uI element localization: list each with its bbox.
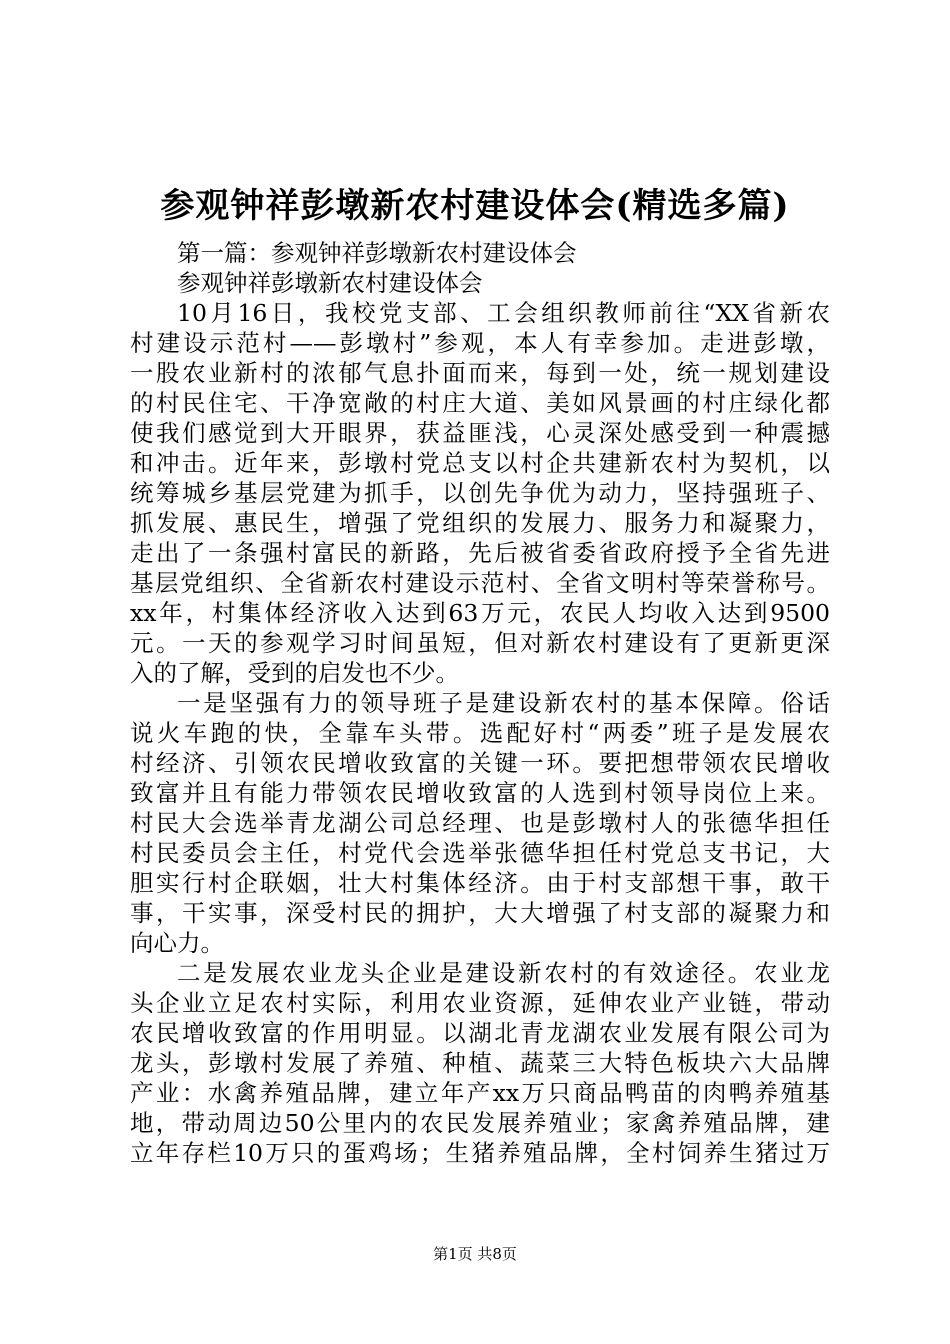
text-line: 抓发展、惠民生，增强了党组织的发展力、服务力和凝聚力，	[130, 509, 830, 537]
text-line: xx年，村集体经济收入达到63万元，农民人均收入达到9500	[130, 599, 830, 627]
text-line: 一股农业新村的浓郁气息扑面而来，每到一处，统一规划建设	[130, 359, 830, 387]
text-line: 和冲击。近年来，彭墩村党总支以村企共建新农村为契机，以	[130, 449, 830, 477]
text-line: 基层党组织、全省新农村建设示范村、全省文明村等荣誉称号。	[130, 569, 830, 597]
text-line: 的村民住宅、干净宽敞的村庄大道、美如风景画的村庄绿化都	[130, 389, 830, 417]
page-footer: 第1页 共8页	[433, 1245, 517, 1263]
text-line: 走出了一条强村富民的新路，先后被省委省政府授予全省先进	[130, 539, 830, 567]
text-line: 头企业立足农村实际，利用农业资源，延伸农业产业链，带动	[130, 989, 830, 1017]
text-line: 10月16日，我校党支部、工会组织教师前往“XX省新农	[177, 299, 830, 327]
text-line: 村民大会选举青龙湖公司总经理、也是彭墩村人的张德华担任	[130, 809, 830, 837]
text-line: 一是坚强有力的领导班子是建设新农村的基本保障。俗话	[177, 689, 830, 717]
text-line: 使我们感觉到大开眼界，获益匪浅，心灵深处感受到一种震撼	[130, 419, 830, 447]
text-line: 二是发展农业龙头企业是建设新农村的有效途径。农业龙	[177, 959, 830, 987]
text-line: 入的了解，受到的启发也不少。	[130, 659, 459, 687]
text-line: 向心力。	[130, 929, 224, 957]
text-line: 立年存栏10万只的蛋鸡场；生猪养殖品牌，全村饲养生猪过万	[130, 1139, 830, 1167]
text-line: 产业：水禽养殖品牌，建立年产xx万只商品鸭苗的肉鸭养殖基	[130, 1079, 830, 1107]
text-line: 致富并且有能力带领农民增收致富的人选到村领导岗位上来。	[130, 779, 830, 807]
text-line: 村经济、引领农民增收致富的关键一环。要把想带领农民增收	[130, 749, 830, 777]
text-line: 说火车跑的快，全靠车头带。选配好村“两委”班子是发展农	[130, 719, 830, 747]
text-line: 第一篇：参观钟祥彭墩新农村建设体会	[177, 239, 577, 267]
text-line: 农民增收致富的作用明显。以湖北青龙湖农业发展有限公司为	[130, 1019, 830, 1047]
document-title: 参观钟祥彭墩新农村建设体会(精选多篇)	[160, 186, 790, 226]
text-line: 地，带动周边50公里内的农民发展养殖业；家禽养殖品牌，建	[130, 1109, 830, 1137]
text-line: 统筹城乡基层党建为抓手，以创先争优为动力，坚持强班子、	[130, 479, 830, 507]
text-line: 龙头，彭墩村发展了养殖、种植、蔬菜三大特色板块六大品牌	[130, 1049, 830, 1077]
text-line: 胆实行村企联姻，壮大村集体经济。由于村支部想干事，敢干	[130, 869, 830, 897]
text-line: 村民委员会主任，村党代会选举张德华担任村党总支书记，大	[130, 839, 830, 867]
document-body	[130, 238, 830, 1168]
text-line: 村建设示范村——彭墩村”参观，本人有幸参加。走进彭墩，	[130, 329, 830, 357]
text-line: 事，干实事，深受村民的拥护，大大增强了村支部的凝聚力和	[130, 899, 830, 927]
text-line: 元。一天的参观学习时间虽短，但对新农村建设有了更新更深	[130, 629, 830, 657]
text-line: 参观钟祥彭墩新农村建设体会	[177, 269, 483, 297]
